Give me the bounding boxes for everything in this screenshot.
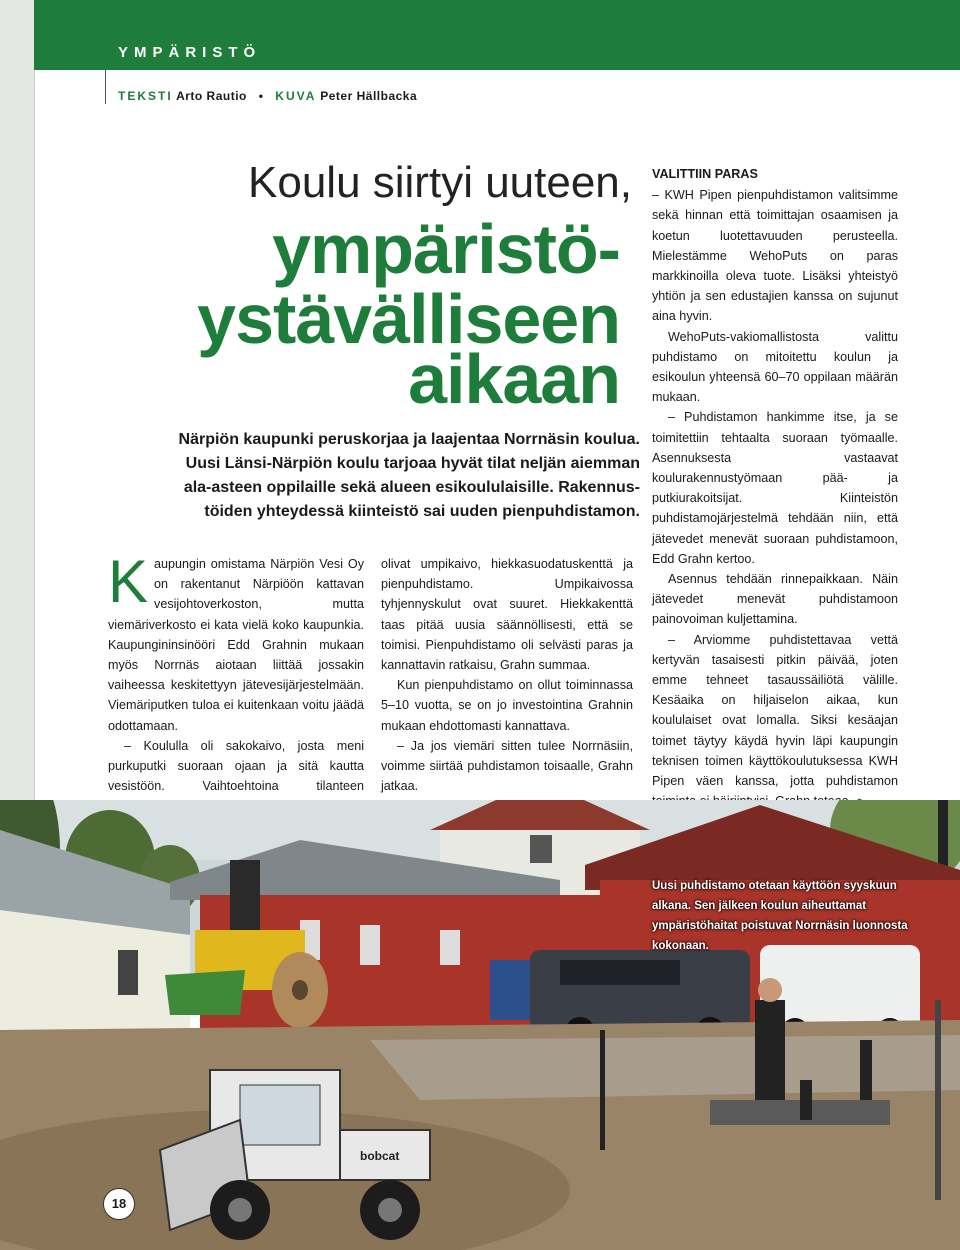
lead-line: Närpiön kaupunki peruskorjaa ja laajentaa Norrnäsin koulua.	[178, 431, 640, 448]
paragraph: olivat umpikaivo, hiekkasuodatuskenttä ja pienpuhdistamo. Umpikaivossa tyhjennyskulut ovat suuret. Hiekkakenttä taas pitää uusia säännöllisesti, että se toimisi. Pienpuhdistamo oli selvästi paras ja kannattavin ratkaisu, Grahn summaa.	[381, 557, 633, 673]
lead-paragraph	[108, 428, 640, 524]
headline-line-4: aikaan	[408, 340, 620, 418]
byline	[118, 89, 417, 103]
photographer: Peter Hällbacka	[320, 89, 418, 103]
headline-line-3: ystävälliseen	[197, 280, 620, 358]
paragraph: – Puhdistamon hankimme itse, ja se toimitettiin tehtaalta suoraan työmaalle. Asennuksesta vastaavat koulurakennustyömaan pää- ja putkiurakoitsijat. Kiinteistön puhdistamojärjestelmä tehdään niin, että jätevedet menevät suoraan puhdistamoon, Edd Grahn kertoo.	[652, 410, 898, 566]
lead-line: ala-asteen oppilaille sekä alueen esikoululaisille. Rakennus-	[183, 479, 640, 496]
text-label: TEKSTI	[118, 89, 173, 103]
loader-brand-text: bobcat	[360, 1149, 400, 1163]
paragraph: WehoPuts-vakiomallistosta valittu puhdistamo on mitoitettu koulun ja esikoulun yhteensä 60–70 oppilaan määrän mukaan.	[652, 329, 898, 405]
drop-cap: K	[108, 548, 149, 615]
headline-line-1: Koulu siirtyi uuteen,	[248, 158, 632, 207]
lead-line: Uusi Länsi-Närpiön koulu tarjoaa hyvät tilat neljän aiemman	[185, 455, 640, 472]
headline-line-2: ympäristö-	[272, 210, 620, 288]
lead-line: töiden yhteydessä kiinteistö sai uuden pienpuhdistamon.	[204, 503, 640, 520]
paragraph: – Ja jos viemäri sitten tulee Norrnäsiin, voimme siirtää puhdistamon toisaalle, Grahn jatkaa.	[381, 738, 633, 794]
paragraph: – Arviomme puhdistettavaa vettä kertyvän tasaisesti pitkin päivää, joten emme tehneet tasaussäiliötä välille. Kesäaika on hiljaiselon aikaa, kun koululaiset ovat lomalla. Siksi kesäajan toimet täytyy käydä hyvin läpi kaupungin teknisen toimen käyttökoulutuksessa KWH Pipen väen kanssa, jotta puhdistamon	[652, 632, 898, 789]
paragraph: – KWH Pipen pienpuhdistamon valitsimme sekä hinnan että toimittajan osaamisen ja koetun luotettavuuden perusteella. Mielestämme WehoPuts on paras markkinoilla oleva tuote. Lisäksi yhteistyö yhtiön ja sen edustajien kanssa on sujunut aina hyvin.	[652, 188, 898, 324]
construction-site-photo	[0, 800, 960, 1250]
author: Arto Rautio	[176, 89, 247, 103]
photo-caption: Uusi puhdistamo otetaan käyttöön syyskuun alkana. Sen jälkeen koulun aiheuttamat ympäristöhaitat poistuvat Norrnäsin luonnosta kokonaan.	[652, 880, 908, 952]
section-title: YMPÄRISTÖ	[118, 44, 262, 61]
page-number: 18	[103, 1188, 135, 1220]
divider-line	[105, 70, 106, 104]
subheading: VALITTIIN PARAS	[652, 167, 758, 181]
paragraph: Kun pienpuhdistamo on ollut toiminnassa 5–10 vuotta, se on jo investointina Grahnin mukaan ehdottomasti kannattava.	[381, 678, 633, 733]
paragraph: – Koululla oli sakokaivo, josta meni purkuputki suoraan ojaan ja sitä kautta vesistöön. Vaihtoehtoina tilanteen	[108, 738, 364, 794]
body-column-2	[381, 554, 633, 796]
byline-separator: •	[258, 89, 264, 103]
paragraph: aupungin omistama Närpiön Vesi Oy on rakentanut Närpiöön kattavan vesijohtoverkoston, mutta viemäriverkosto ei kata vielä koko kaupunkia. Kaupungininsinööri Edd Grahnin mukaan myös Norrnäs aiotaan liittää jossakin vaiheessa keskitettyyn jätevesijärjestelmään. Viemäriputken tuloa ei kuitenkaan voitu jäädä odottamaan.	[108, 557, 364, 733]
body-column-3	[652, 164, 898, 812]
photo-label: KUVA	[275, 89, 317, 103]
paragraph: Asennus tehdään rinnepaikkaan. Näin jätevedet menevät puhdistamoon painovoiman kuljettamina.	[652, 572, 898, 627]
body-column-1	[108, 548, 364, 817]
